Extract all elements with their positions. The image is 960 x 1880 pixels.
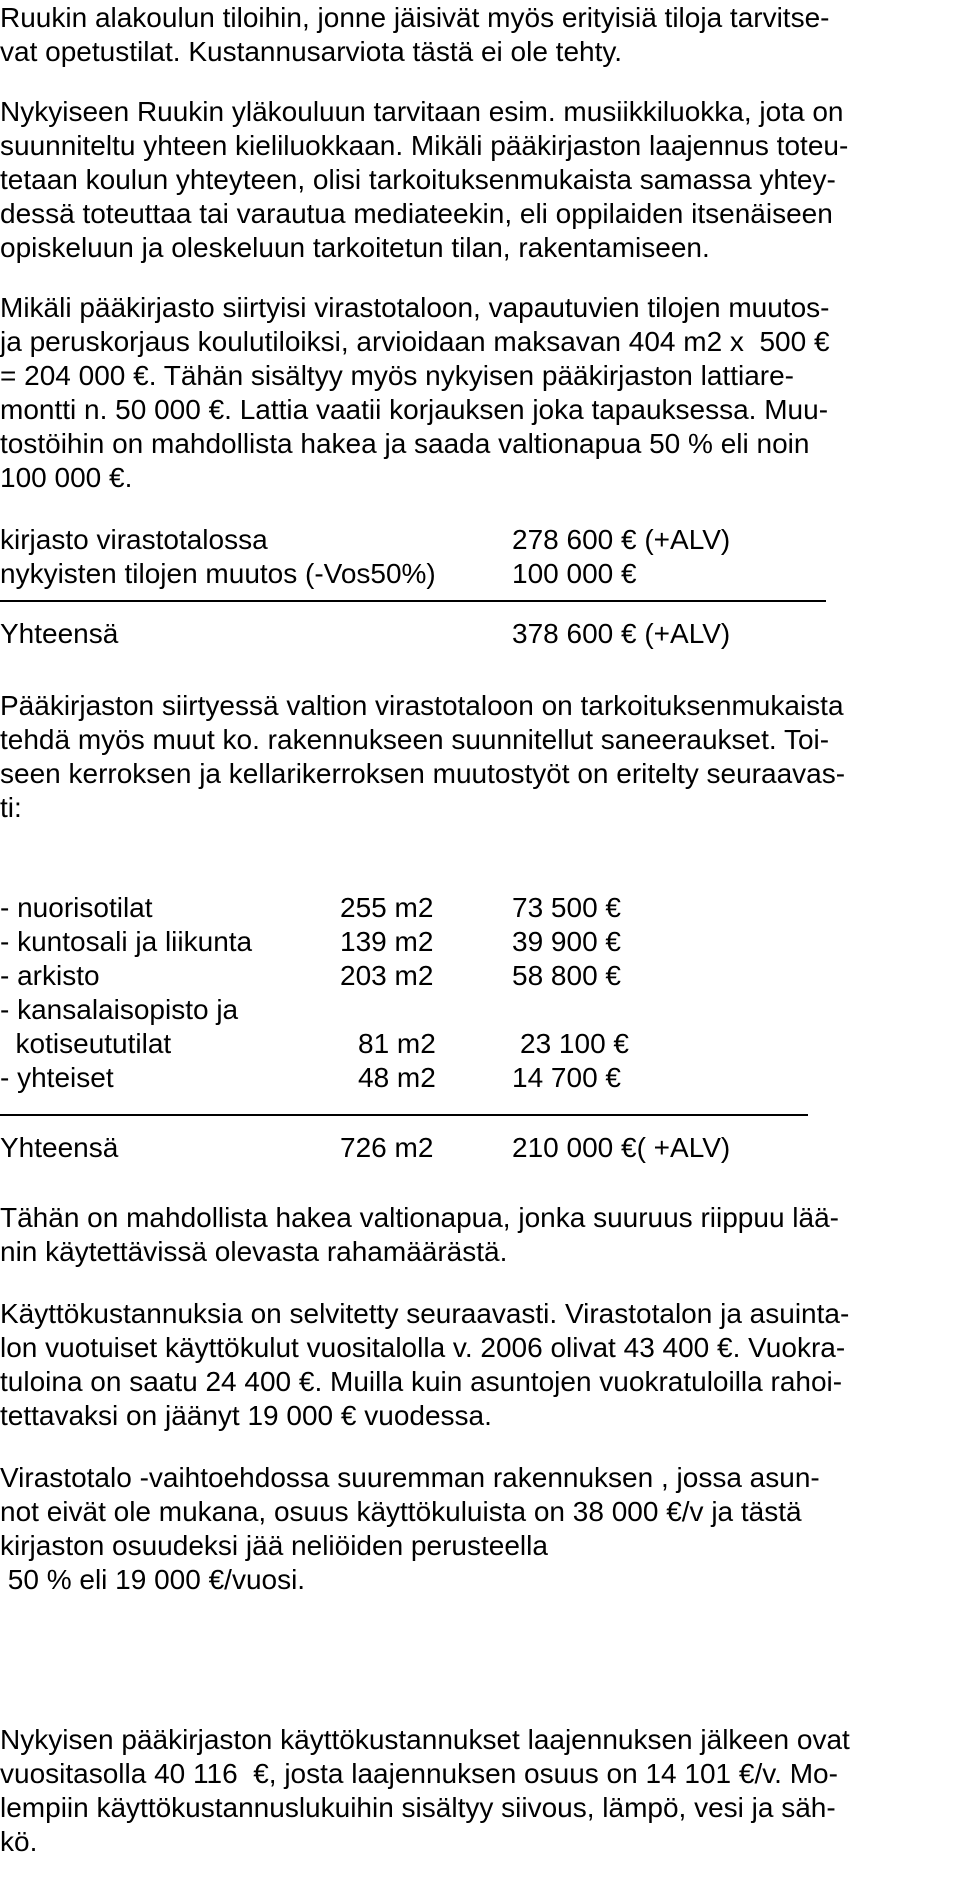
renovation-row-area: 81 m2 [358,1028,436,1059]
text-line: 100 000 €. [0,462,133,493]
renovation-row-cost: 39 900 € [512,926,621,957]
text-line: nin käytettävissä olevasta rahamäärästä. [0,1236,508,1267]
renovation-total-label: Yhteensä [0,1132,119,1163]
renovation-row-label: - kansalaisopisto ja [0,994,239,1025]
renovation-row-cost: 73 500 € [512,892,621,923]
text-line: = 204 000 €. Tähän sisältyy myös nykyisen pääkirjaston lattiare- [0,360,795,391]
text-line: montti n. 50 000 €. Lattia vaatii korjauksen joka tapauksessa. Muu- [0,394,829,425]
text-line: dessä toteuttaa tai varautua mediateekin, eli oppilaiden itsenäiseen [0,198,833,229]
text-line: Mikäli pääkirjasto siirtyisi virastotaloon, vapautuvien tilojen muutos- [0,292,830,323]
text-line: vuositasolla 40 116 €, josta laajennuksen osuus on 14 101 €/v. Mo- [0,1758,838,1789]
renovation-row-label: - yhteiset [0,1062,114,1093]
text-line: Pääkirjaston siirtyessä valtion virastotaloon on tarkoituksenmukaista [0,690,844,721]
cost-row-label: kirjasto virastotalossa [0,524,268,555]
text-line: kirjaston osuudeksi jää neliöiden perusteella [0,1530,548,1561]
cost-total-label: Yhteensä [0,618,119,649]
cost-row-value: 278 600 € (+ALV) [512,524,731,555]
renovation-row-area: 255 m2 [340,892,434,923]
text-line: Nykyisen pääkirjaston käyttökustannukset laajennuksen jälkeen ovat [0,1724,850,1755]
text-line: Käyttökustannuksia on selvitetty seuraavasti. Virastotalon ja asuinta- [0,1298,850,1329]
text-line: seen kerroksen ja kellarikerroksen muutostyöt on eritelty seuraavas- [0,758,846,789]
renovation-row-label: kotiseututilat [0,1028,172,1059]
renovation-total-area: 726 m2 [340,1132,434,1163]
text-line: 50 % eli 19 000 €/vuosi. [0,1564,306,1595]
cost-total-value: 378 600 € (+ALV) [512,618,731,649]
text-line: tetaan koulun yhteyteen, olisi tarkoituksenmukaista samassa yhtey- [0,164,836,195]
sum-rule [0,1114,808,1116]
text-line: Tähän on mahdollista hakea valtionapua, jonka suuruus riippuu lää- [0,1202,839,1233]
renovation-row-label: - nuorisotilat [0,892,153,923]
cost-row-value: 100 000 € [512,558,637,589]
text-line: ja peruskorjaus koulutiloiksi, arvioidaan maksavan 404 m2 x 500 € [0,326,830,357]
text-line: not eivät ole mukana, osuus käyttökuluista on 38 000 €/v ja tästä [0,1496,802,1527]
cost-row-label: nykyisten tilojen muutos (-Vos50%) [0,558,436,589]
renovation-row-cost: 23 100 € [520,1028,629,1059]
renovation-row-label: - arkisto [0,960,100,991]
text-line: Ruukin alakoulun tiloihin, jonne jäisivät myös erityisiä tiloja tarvitse- [0,2,830,33]
renovation-row-cost: 14 700 € [512,1062,621,1093]
text-line: tuloina on saatu 24 400 €. Muilla kuin asuntojen vuokratuloilla rahoi- [0,1366,843,1397]
renovation-row-cost: 58 800 € [512,960,621,991]
text-line: tettavaksi on jäänyt 19 000 € vuodessa. [0,1400,492,1431]
text-line: opiskeluun ja oleskeluun tarkoitetun tilan, rakentamiseen. [0,232,710,263]
renovation-row-label: - kuntosali ja liikunta [0,926,253,957]
text-line: ti: [0,792,22,823]
text-line: Nykyiseen Ruukin yläkouluun tarvitaan esim. musiikkiluokka, jota on [0,96,844,127]
renovation-row-area: 139 m2 [340,926,434,957]
text-line: tostöihin on mahdollista hakea ja saada valtionapua 50 % eli noin [0,428,810,459]
text-line: suunniteltu yhteen kieliluokkaan. Mikäli pääkirjaston laajennus toteu- [0,130,849,161]
text-line: kö. [0,1826,38,1857]
text-line: vat opetustilat. Kustannusarviota tästä ei ole tehty. [0,36,623,67]
renovation-row-area: 203 m2 [340,960,434,991]
renovation-total-cost: 210 000 €( +ALV) [512,1132,731,1163]
text-line: lon vuotuiset käyttökulut vuositalolla v. 2006 olivat 43 400 €. Vuokra- [0,1332,846,1363]
text-line: tehdä myös muut ko. rakennukseen suunnitellut saneeraukset. Toi- [0,724,830,755]
sum-rule [0,600,826,602]
text-line: lempiin käyttökustannuslukuihin sisältyy siivous, lämpö, vesi ja säh- [0,1792,836,1823]
text-line: Virastotalo -vaihtoehdossa suuremman rakennuksen , jossa asun- [0,1462,820,1493]
renovation-row-area: 48 m2 [358,1062,436,1093]
